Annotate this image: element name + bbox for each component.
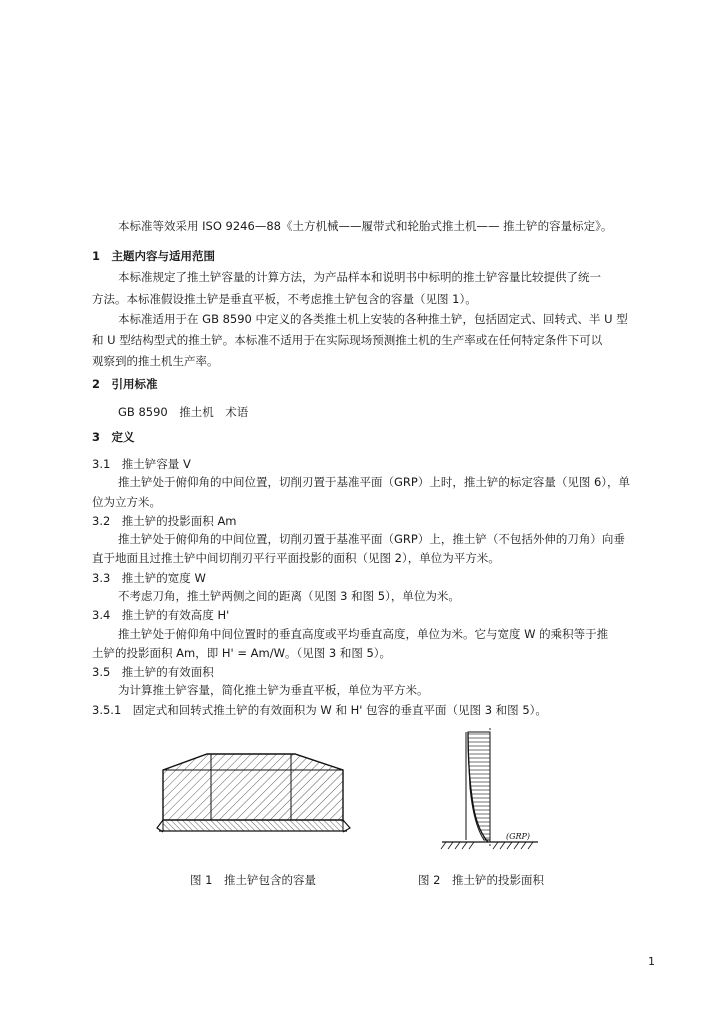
definition-3-2-line-1: 推土铲处于俯仰角的中间位置，切削刃置于基准平面（GRP）上，推土铲（不包括外伸的刀角）向垂 [118, 532, 625, 546]
definition-3-1-line-1: 推土铲处于俯仰角的中间位置，切削刃置于基准平面（GRP）上时，推土铲的标定容量（见图 6），单 [118, 475, 631, 489]
section-2-heading: 2 引用标准 [92, 377, 158, 391]
s1-paragraph-2-line-1: 本标准适用于在 GB 8590 中定义的各类推土机上安装的各种推土铲，包括固定式、回转式、半 U 型 [118, 312, 628, 326]
section-3-heading: 3 定义 [92, 430, 135, 444]
figure-1-blade-volume [155, 748, 355, 843]
definition-3-4-line-2: 土铲的投影面积 Am，即 H' = Am/W。（见图 3 和图 5）。 [92, 646, 392, 660]
definition-3-2-title: 3.2 推土铲的投影面积 Am [92, 514, 237, 528]
intro-text: 本标准等效采用 ISO 9246—88《土方机械——履带式和轮胎式推土机—— 推土铲的容量标定》。 [118, 219, 613, 233]
s1-paragraph-1-line-1: 本标准规定了推土铲容量的计算方法，为产品样本和说明书中标明的推土铲容量比较提供了统一 [118, 270, 601, 284]
s1-paragraph-2-line-3: 观察到的推土机生产率。 [92, 354, 219, 368]
figure-2-projected-area [438, 728, 543, 858]
section-1-heading: 1 主题内容与适用范围 [92, 249, 216, 263]
definition-3-1-title: 3.1 推土铲容量 V [92, 457, 191, 471]
definition-3-3-line-1: 不考虑刀角，推土铲两侧之间的距离（见图 3 和图 5），单位为米。 [118, 589, 460, 603]
definition-3-4-title: 3.4 推土铲的有效高度 H' [92, 608, 230, 622]
page-number: 1 [648, 955, 655, 968]
grp-label: (GRP) [506, 832, 531, 841]
definition-3-3-title: 3.3 推土铲的宽度 W [92, 571, 206, 585]
definition-3-2-line-2: 直于地面且过推土铲中间切削刃平行平面投影的面积（见图 2），单位为平方米。 [92, 551, 500, 565]
s1-paragraph-1-line-2: 方法。本标准假设推土铲是垂直平板，不考虑推土铲包含的容量（见图 1）。 [92, 292, 477, 306]
definition-3-4-line-1: 推土铲处于俯仰角中间位置时的垂直高度或平均垂直高度，单位为米。它与宽度 W 的乘积等于推 [118, 627, 609, 641]
figure-2-caption: 图 2 推土铲的投影面积 [418, 873, 544, 887]
definition-3-5-line-1: 为计算推土铲容量，简化推土铲为垂直平板，单位为平方米。 [118, 683, 429, 697]
definition-3-5-title: 3.5 推土铲的有效面积 [92, 665, 214, 679]
s1-paragraph-2-line-2: 和 U 型结构型式的推土铲。本标准不适用于在实际现场预测推土机的生产率或在任何特定条件下可以 [92, 333, 603, 347]
definition-3-1-line-2: 位为立方米。 [92, 495, 161, 509]
definition-3-5-1: 3.5.1 固定式和回转式推土铲的有效面积为 W 和 H' 包容的垂直平面（见图 3 和图 5）。 [92, 703, 547, 717]
reference-standard-item: GB 8590 推土机 术语 [118, 405, 249, 419]
figure-1-caption: 图 1 推土铲包含的容量 [190, 873, 316, 887]
